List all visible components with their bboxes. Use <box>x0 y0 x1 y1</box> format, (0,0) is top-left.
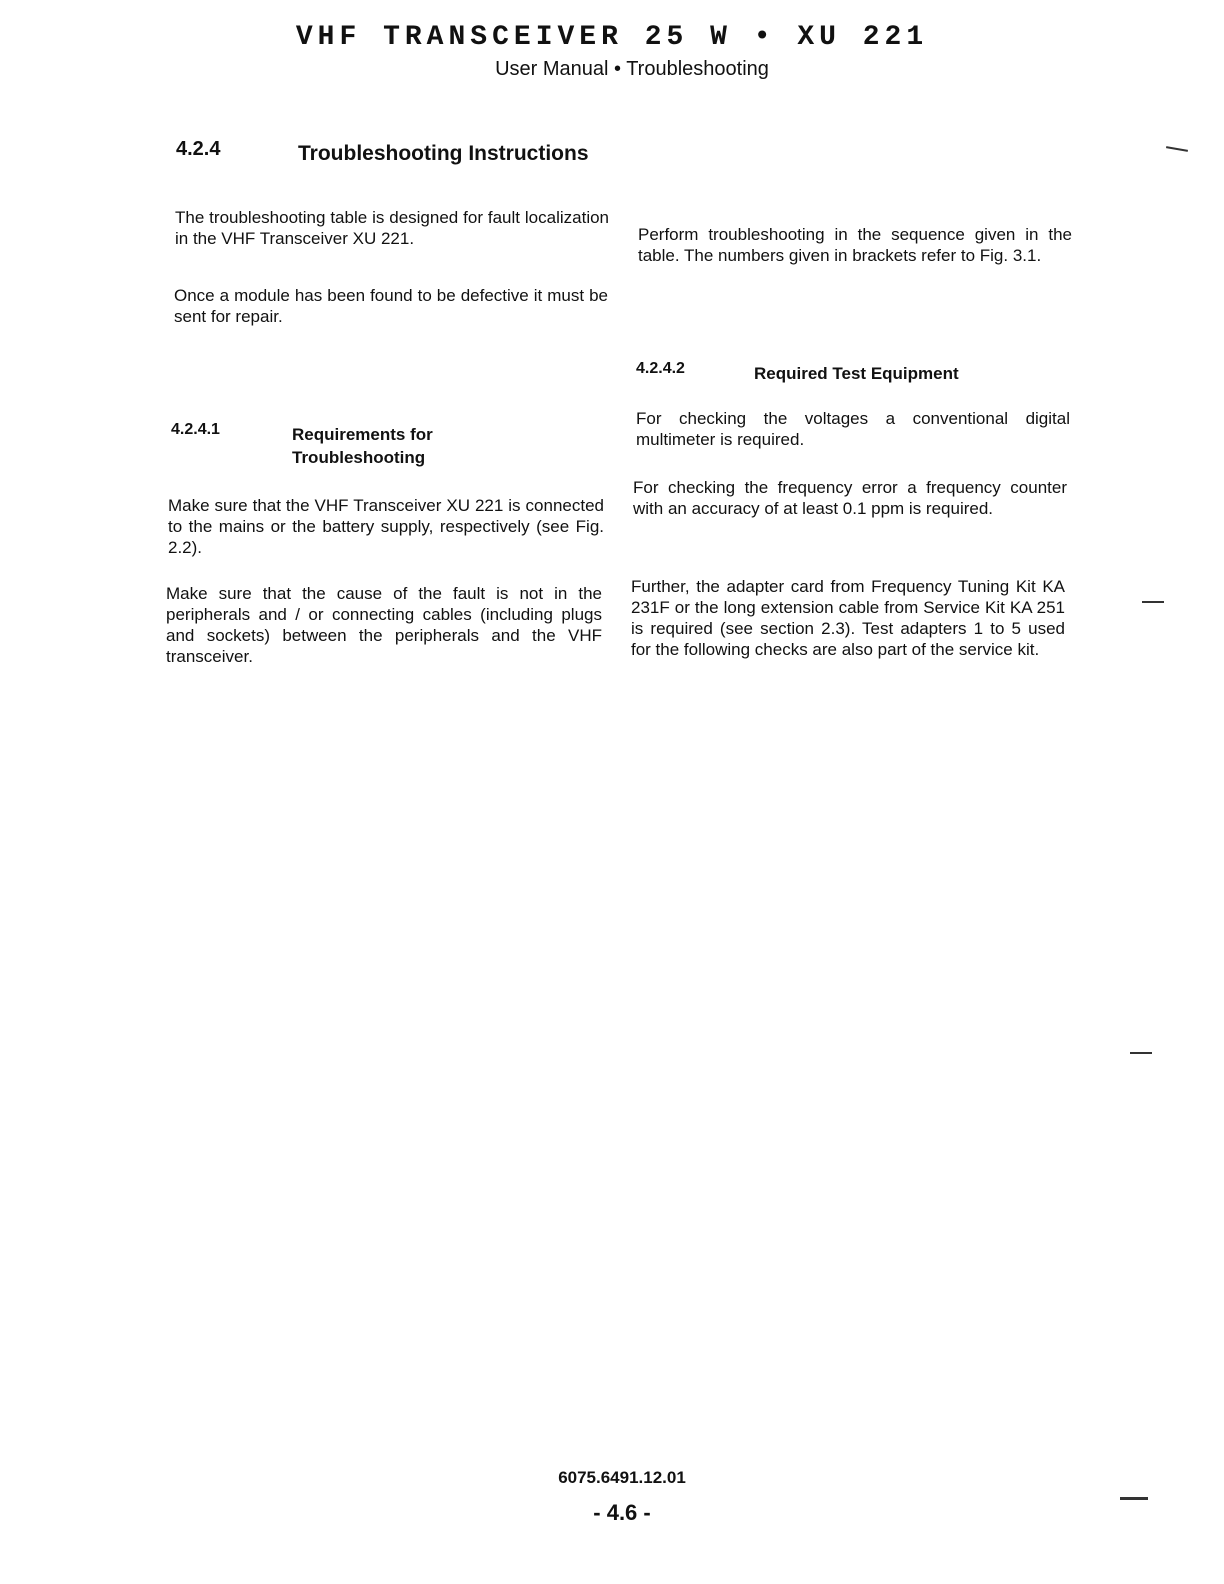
requirements-paragraph-1: Make sure that the VHF Transceiver XU 221 is connected to the mains or the battery supply, respectively (see Fig. 2.2). <box>168 496 604 557</box>
margin-mark <box>1130 1052 1152 1054</box>
right-intro-paragraph: Perform troubleshooting in the sequence given in the table. The numbers given in brackets refer to Fig. 3.1. <box>638 225 1072 265</box>
subsection-1-number: 4.2.4.1 <box>171 421 220 438</box>
subsection-2-title: Required Test Equipment <box>754 364 959 383</box>
left-intro-paragraph-1: The troubleshooting table is designed for fault localization in the VHF Transceiver XU 221. <box>175 208 609 248</box>
section-number: 4.2.4 <box>176 138 221 160</box>
document-title: VHF TRANSCEIVER 25 W • XU 221 <box>295 22 929 53</box>
requirements-paragraph-2: Make sure that the cause of the fault is not in the peripherals and / or connecting cables (including plugs and sockets) between the peripherals and the VHF transceiver. <box>166 584 602 666</box>
subsection-1-title-line-2: Troubleshooting <box>292 448 426 467</box>
margin-mark <box>1120 1497 1148 1500</box>
equipment-paragraph-2: For checking the frequency error a frequency counter with an accuracy of at least 0.1 ppm is required. <box>633 478 1067 518</box>
margin-mark <box>1142 601 1164 603</box>
document-code: 6075.6491.12.01 <box>558 1468 686 1487</box>
section-title: Troubleshooting Instructions <box>298 142 589 165</box>
equipment-paragraph-3: Further, the adapter card from Frequency Tuning Kit KA 231F or the long extension cable from Service Kit KA 251 is required (see section 2.3). Test adapters 1 to 5 used for the following checks are also part of the service kit. <box>631 577 1065 659</box>
document-subtitle: User Manual • Troubleshooting <box>495 58 769 80</box>
subsection-2-number: 4.2.4.2 <box>636 360 685 377</box>
left-intro-paragraph-2: Once a module has been found to be defective it must be sent for repair. <box>174 286 608 326</box>
subsection-1-title-line-1: Requirements for <box>292 425 433 444</box>
page-number: - 4.6 - <box>593 1500 651 1525</box>
equipment-paragraph-1: For checking the voltages a conventional digital multimeter is required. <box>636 409 1070 449</box>
margin-mark <box>1166 146 1188 152</box>
